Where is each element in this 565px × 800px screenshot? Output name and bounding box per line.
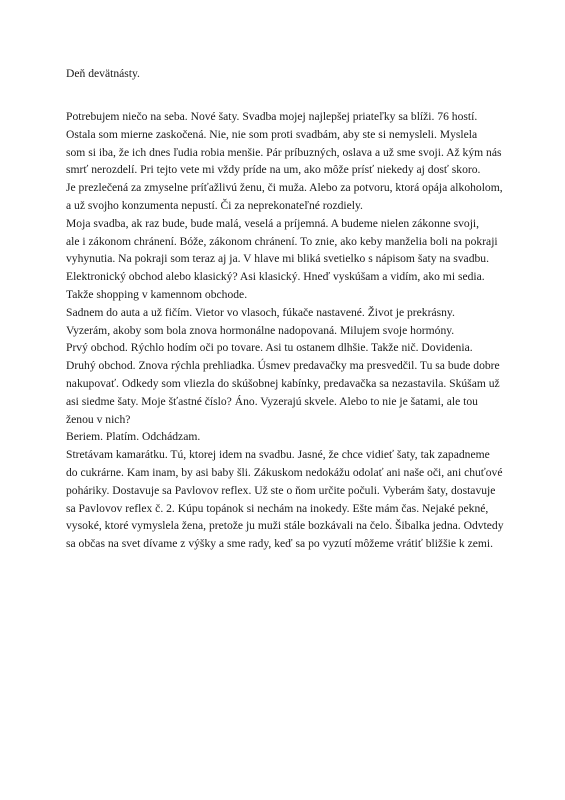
document-title: Deň devätnásty. [66, 67, 140, 80]
text-line: nakupovať. Odkedy som vliezla do skúšobnej kabínky, predavačka sa nezastavila. Skúšam už [66, 376, 500, 390]
text-line: Takže shopping v kamennom obchode. [66, 287, 248, 301]
text-line: Stretávam kamarátku. Tú, ktorej idem na svadbu. Jasné, že chce vidieť šaty, tak zapadneme [66, 448, 490, 462]
text-line: sa Pavlovov reflex č. 2. Kúpu topánok si nechám na inokedy. Ešte mám čas. Nejaké pekné, [66, 501, 489, 515]
text-line: smrť nerozdelí. Pri tejto vete mi vždy príde na um, ako môže prísť niekedy aj dosť skoro. [66, 163, 481, 177]
text-line: asi siedme šaty. Moje šťastné číslo? Áno. Vyzerajú skvele. Alebo to nie je šatami, ale tou [66, 394, 478, 408]
document-body [66, 108, 536, 553]
text-line: vysoké, ktoré vymyslela žena, pretože ju muži stále bozkávali na čelo. Šibalka jedna. Odvtedy [66, 519, 504, 533]
text-line: poháriky. Dostavuje sa Pavlovov reflex. Už ste o ňom určite počuli. Vyberám šaty, dostavuje [66, 483, 496, 497]
text-line: Elektronický obchod alebo klasický? Asi klasický. Hneď vyskúšam a vidím, ako mi sedia. [66, 270, 485, 284]
text-line: Druhý obchod. Znova rýchla prehliadka. Úsmev predavačky ma presvedčil. Tu sa bude dobre [66, 359, 500, 373]
text-line: a už svojho konzumenta nepustí. Či za neprekonateľné rozdiely. [66, 198, 363, 212]
text-line: do cukrárne. Kam inam, by asi baby šli. Zákuskom nedokážu odolať ani naše oči, ani chuťové [66, 465, 503, 479]
text-line: Prvý obchod. Rýchlo hodím oči po tovare. Asi tu ostanem dlhšie. Takže nič. Dovidenia. [66, 341, 473, 355]
text-line: ženou v nich? [66, 412, 131, 426]
text-line: Potrebujem niečo na seba. Nové šaty. Svadba mojej najlepšej priateľky sa blíži. 76 hostí. [66, 110, 478, 123]
text-line: Vyzerám, akoby som bola znova hormonálne nadopovaná. Milujem svoje hormóny. [66, 323, 455, 337]
text-line: Sadnem do auta a už fičím. Vietor vo vlasoch, fúkače nastavené. Život je prekrásny. [66, 305, 455, 319]
text-line: ale i zákonom chránení. Bóže, zákonom chránení. To znie, ako keby manželia boli na pokraji [66, 234, 498, 248]
text-line: Ostala som mierne zaskočená. Nie, nie som proti svadbám, aby ste si nemysleli. Myslela [66, 127, 478, 141]
text-line: sa občas na svet dívame z výšky a sme rady, keď sa po vyzutí môžeme vrátiť bližšie k zemi. [66, 537, 494, 551]
text-line: Beriem. Platím. Odchádzam. [66, 430, 201, 444]
text-line: Je prezlečená za zmyselne príťažlivú ženu, či muža. Alebo za potvoru, ktorá opája alkoholom, [66, 181, 503, 195]
text-line: Moja svadba, ak raz bude, bude malá, veselá a príjemná. A budeme nielen zákonne svoji, [66, 216, 480, 230]
text-line: vyhynutia. Na pokraji som teraz aj ja. V hlave mi bliká svetielko s nápisom šaty na svadbu. [66, 252, 489, 266]
text-line: som si iba, že ich dnes ľudia robia menšie. Pár príbuzných, oslava a už sme svoji. Až kým nás [66, 145, 502, 159]
